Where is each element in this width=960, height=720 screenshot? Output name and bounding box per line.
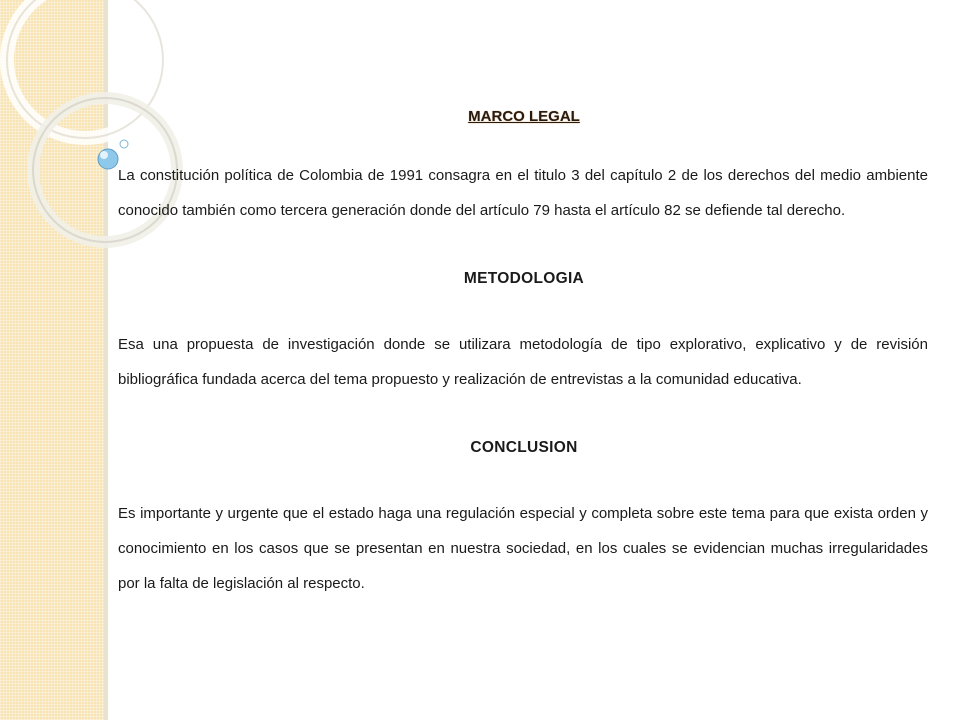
bubble-highlight — [100, 151, 108, 159]
paragraph-metodologia: Esa una propuesta de investigación donde se utilizara metodología de tipo explorativo, explicativo y de revisión bibliográfica fundada acerca del tema propuesto y realización de entrevistas a la comunidad educativa. — [118, 336, 928, 388]
paragraph-conclusion: Es importante y urgente que el estado haga una regulación especial y completa sobre este tema para que exista orden y conocimiento en los casos que se presentan en nuestra sociedad, en los cuales se evidencian muchas irregularidades por la falta de legislación al respecto. — [118, 505, 928, 592]
heading-conclusion: CONCLUSION — [470, 439, 578, 456]
heading-metodologia: METODOLOGIA — [463, 270, 585, 287]
paragraph-marco-legal: La constitución política de Colombia de 1991 consagra en el titulo 3 del capítulo 2 de los derechos del medio ambiente conocido también como tercera generación donde del artículo 79 hasta el artículo 82 se defiende tal derecho. — [118, 167, 928, 219]
heading-marco-legal: MARCO LEGAL — [468, 108, 580, 125]
bubble-small-icon — [120, 140, 128, 148]
bubble-large-icon — [98, 149, 118, 169]
